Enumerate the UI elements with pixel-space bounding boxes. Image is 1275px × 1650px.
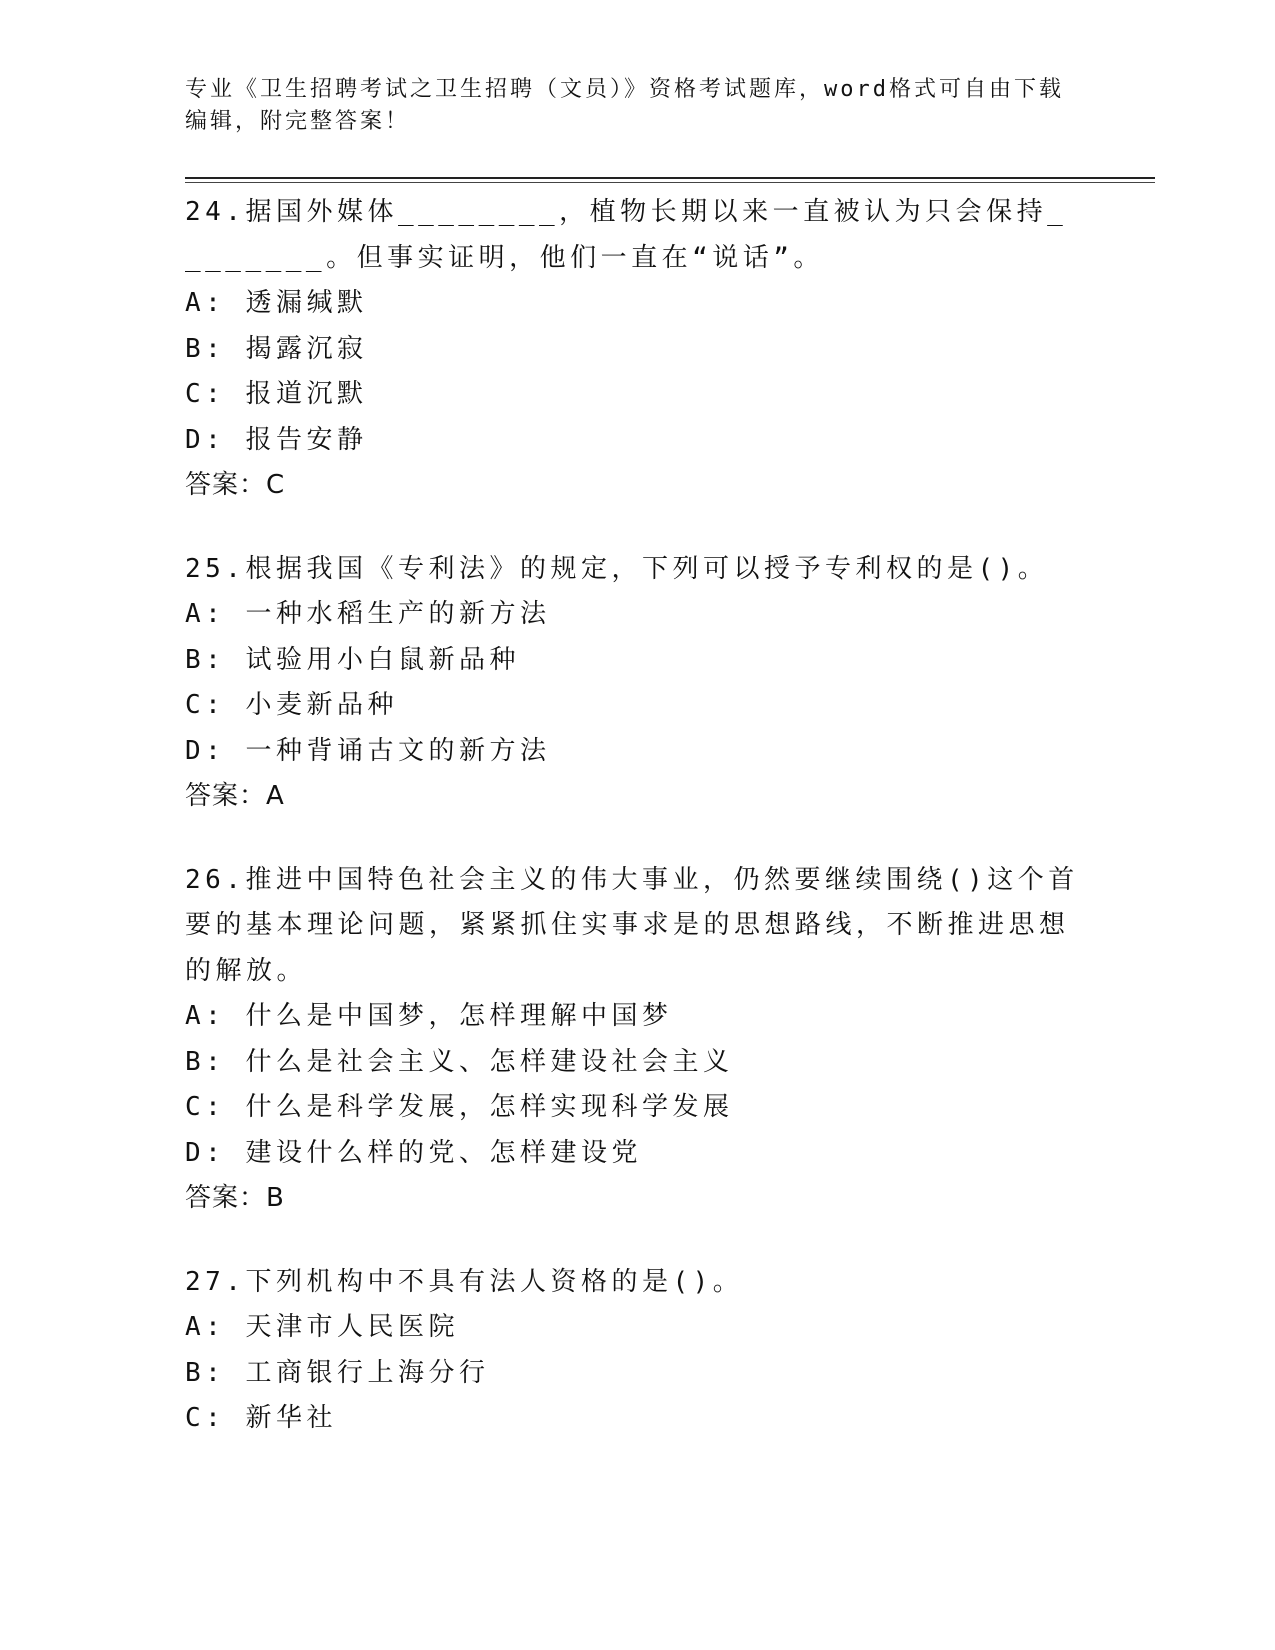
option-d: D: 报告安静: [185, 424, 368, 455]
option-d: D: 一种背诵古文的新方法: [185, 735, 551, 766]
question-24: [185, 190, 1085, 509]
option-a: A: 一种水稻生产的新方法: [185, 599, 551, 629]
answer: 答案：C: [185, 470, 286, 500]
question-25: [185, 547, 1085, 820]
option-c: C: 什么是科学发展，怎样实现科学发展: [185, 1092, 734, 1122]
option-b: B: 工商银行上海分行: [185, 1357, 490, 1388]
question-stem: 25.根据我国《专利法》的规定，下列可以授予专利权的是()。: [185, 553, 1049, 584]
answer: 答案：B: [185, 1183, 285, 1213]
header-divider-thin: [185, 182, 1155, 183]
question-stem: 26.推进中国特色社会主义的伟大事业，仍然要继续围绕()这个首要的基本理论问题，紧紧抓住实事求是的思想路线，不断推进思想的解放。: [185, 864, 1079, 986]
document-intro: 专业《卫生招聘考试之卫生招聘（文员）》资格考试题库，word格式可自由下载编辑，附完整答案！: [185, 77, 1064, 134]
option-b: B: 试验用小白鼠新品种: [185, 644, 520, 675]
question-stem: 24.据国外媒体________，植物长期以来一直被认为只会保持________。但事实证明，他们一直在“说话”。: [185, 197, 1068, 273]
question-26: [185, 858, 1085, 1222]
option-c: C: 新华社: [185, 1403, 337, 1433]
option-c: C: 报道沉默: [185, 379, 368, 409]
question-list: [185, 190, 1085, 1480]
option-a: A: 天津市人民医院: [185, 1312, 459, 1342]
question-stem: 27.下列机构中不具有法人资格的是()。: [185, 1266, 744, 1297]
option-a: A: 透漏缄默: [185, 288, 368, 318]
option-d: D: 建设什么样的党、怎样建设党: [185, 1137, 642, 1168]
option-a: A: 什么是中国梦，怎样理解中国梦: [185, 1001, 673, 1031]
answer: 答案：A: [185, 781, 285, 811]
question-27: [185, 1260, 1085, 1442]
header-divider: [185, 177, 1155, 179]
option-b: B: 什么是社会主义、怎样建设社会主义: [185, 1046, 734, 1077]
option-b: B: 揭露沉寂: [185, 333, 368, 364]
option-c: C: 小麦新品种: [185, 690, 398, 720]
